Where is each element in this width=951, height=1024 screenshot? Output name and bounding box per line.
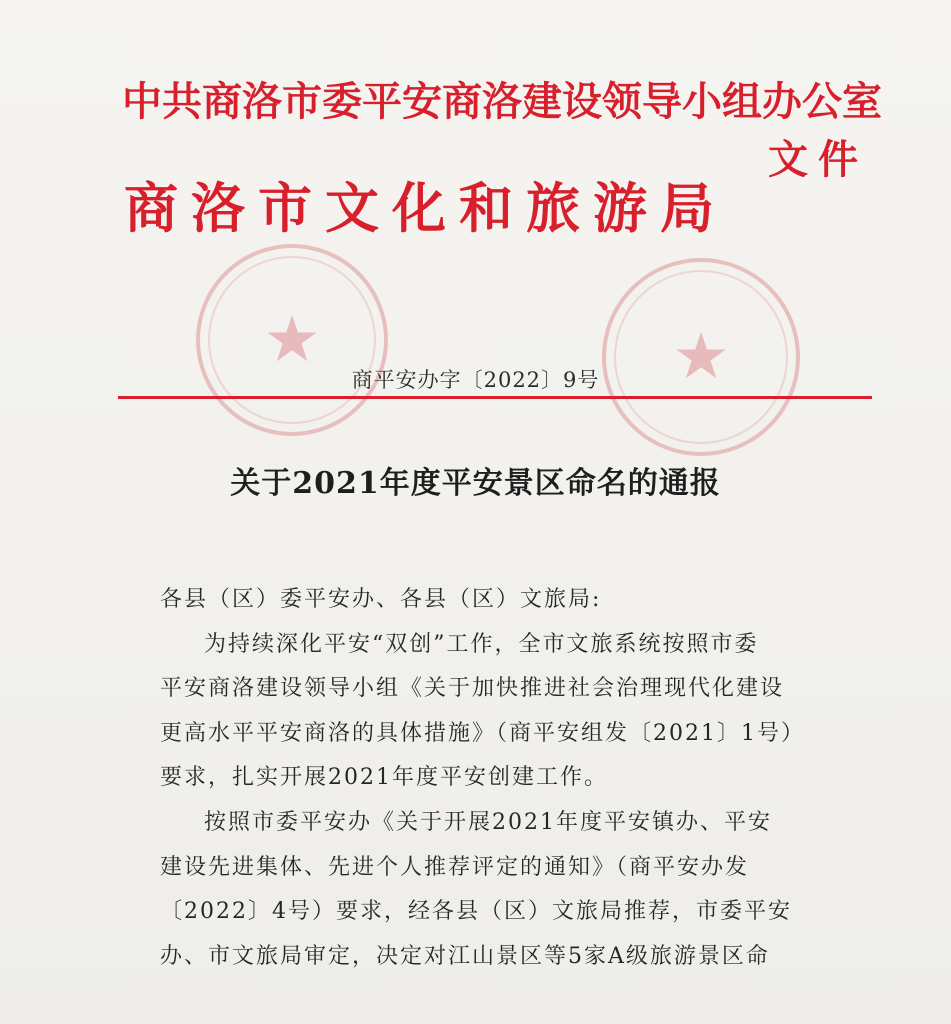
body-line: 〔2022〕4号）要求，经各县（区）文旅局推荐，市委平安 — [160, 899, 792, 925]
seal-right-icon: ★ — [602, 258, 800, 456]
body-line: 按照市委平安办《关于开展2021年度平安镇办、平安 — [204, 809, 772, 835]
document-number: 商平安办字〔2022〕9号 — [351, 368, 600, 392]
seal-left-icon: ★ — [196, 244, 388, 436]
body-line: 为持续深化平安“双创”工作，全市文旅系统按照市委 — [204, 631, 759, 657]
body-line: 平安商洛建设领导小组《关于加快推进社会治理现代化建设 — [160, 676, 785, 702]
red-separator-line — [118, 396, 872, 399]
body-line: 建设先进集体、先进个人推荐评定的通知》（商平安办发 — [160, 854, 750, 880]
document-body — [160, 578, 840, 979]
body-line: 办、市文旅局审定，决定对江山景区等5家A级旅游景区命 — [160, 943, 770, 969]
issuer-line-2: 商洛市文化和旅游局 — [124, 176, 727, 240]
document-title: 关于2021年度平安景区命名的通报 — [230, 466, 721, 501]
issuer-line-1: 中共商洛市委平安商洛建设领导小组办公室 — [122, 78, 882, 125]
document-suffix: 文件 — [768, 136, 868, 183]
salutation: 各县（区）委平安办、各县（区）文旅局: — [160, 587, 602, 612]
bleed-through-text — [150, 18, 670, 55]
body-line: 更高水平平安商洛的具体措施》（商平安组发〔2021〕1号） — [160, 720, 805, 746]
body-line: 要求，扎实开展2021年度平安创建工作。 — [160, 765, 608, 791]
